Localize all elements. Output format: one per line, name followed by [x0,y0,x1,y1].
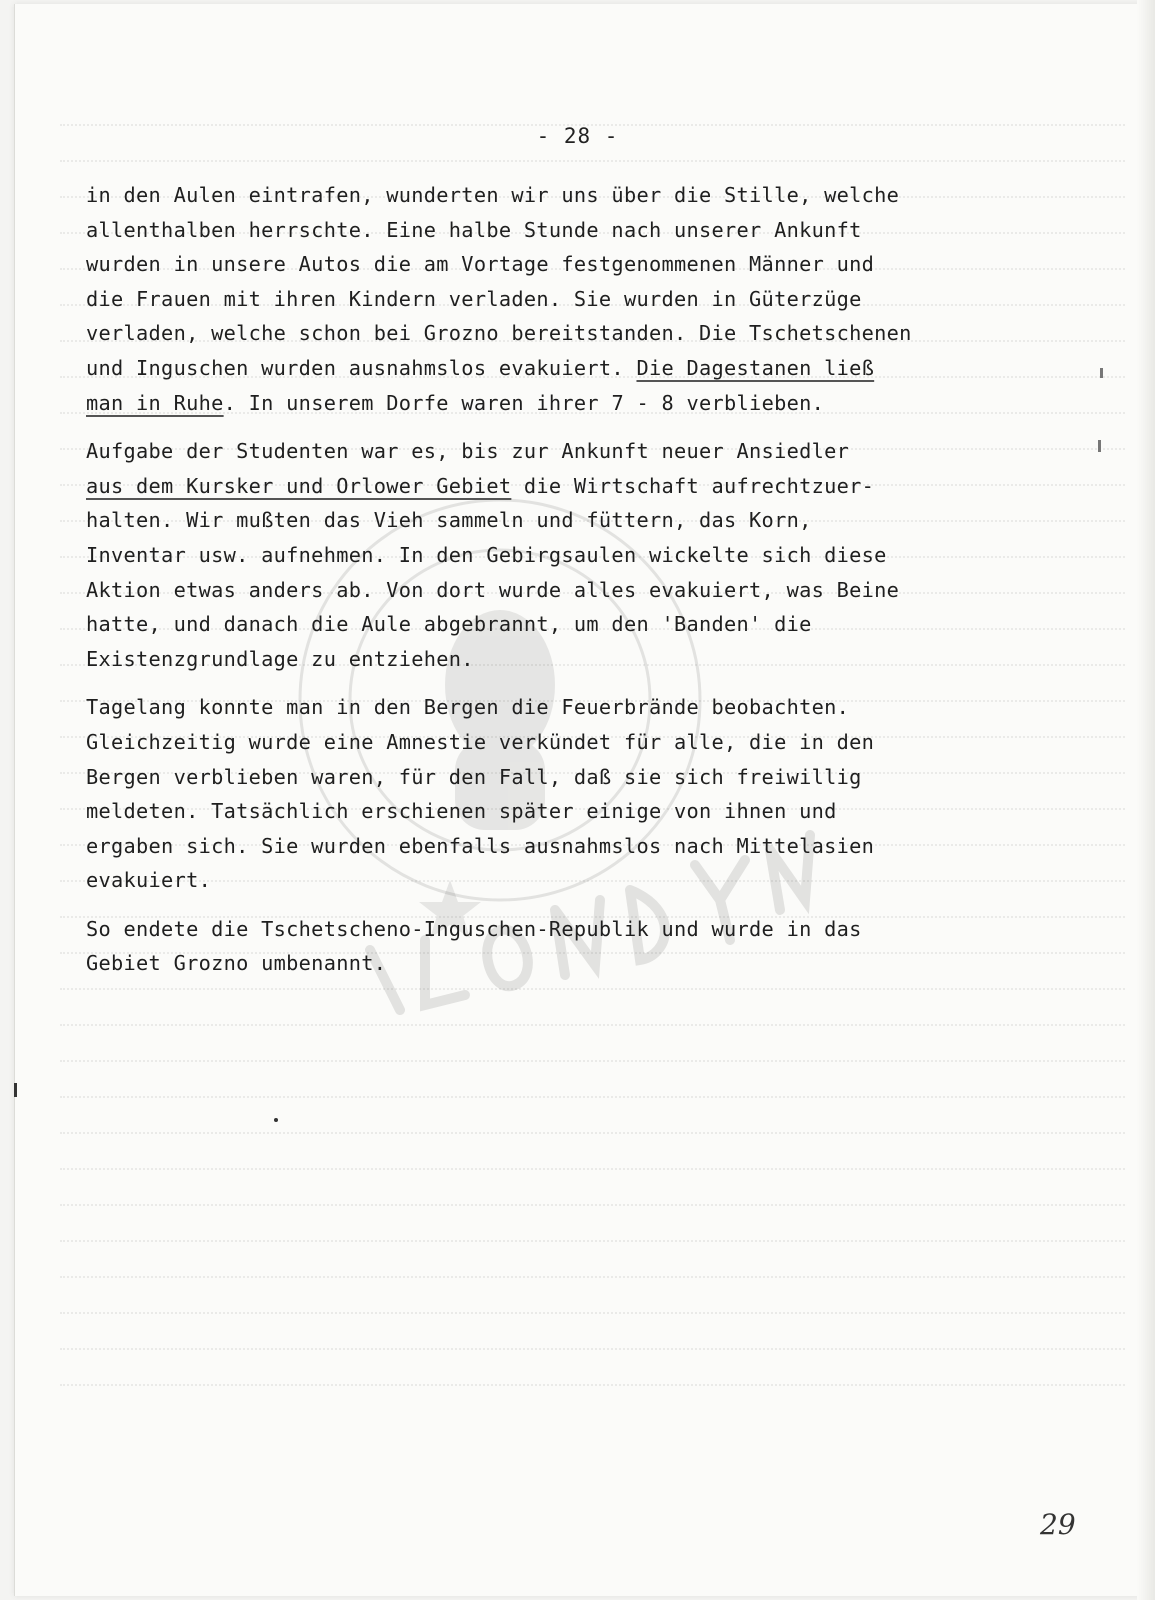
text-segment: . In unserem Dorfe waren ihrer 7 - 8 verblieben. [223,390,825,415]
text-line: Gleichzeitig wurde eine Amnestie verkündet für alle, die in den [86,729,875,754]
text-line: verladen, welche schon bei Grozno bereitstanden. Die Tschetschenen [86,321,912,346]
text-line [86,469,1016,504]
text-line: Aktion etwas anders ab. Von dort wurde alles evakuiert, was Beine [86,577,900,602]
text-line: Inventar usw. aufnehmen. In den Gebirgsaulen wickelte sich diese [86,542,887,567]
underlined-phrase: Die Dagestanen ließ [636,355,875,380]
document-body [86,178,1016,995]
text-line: allenthalben herrschte. Eine halbe Stunde nach unserer Ankunft [86,217,862,242]
paragraph-2 [86,434,1016,676]
text-line: Gebiet Grozno umbenannt. [86,951,387,976]
paragraph-4 [86,912,1016,981]
text-line: Existenzgrundlage zu entziehen. [86,646,474,671]
page-number: - 28 - [536,124,619,148]
underlined-phrase: man in Ruhe [86,390,224,415]
punch-mark [14,1083,17,1097]
underlined-phrase: aus dem Kursker und Orlower Gebiet [86,473,512,498]
text-line: halten. Wir mußten das Vieh sammeln und füttern, das Korn, [86,508,812,533]
text-line [86,351,1016,386]
text-line: So endete die Tschetscheno-Inguschen-Republik und wurde in das [86,916,862,941]
text-line: ergaben sich. Sie wurden ebenfalls ausnahmslos nach Mittelasien [86,833,875,858]
text-line: hatte, und danach die Aule abgebrannt, um den 'Banden' die [86,612,812,637]
text-line: Tagelang konnte man in den Bergen die Feuerbrände beobachten. [86,695,850,720]
punch-mark [1098,440,1101,452]
text-line: meldeten. Tatsächlich erschienen später einige von ihnen und [86,799,837,824]
page-edge-shadow [1137,0,1155,1600]
handwritten-folio-number: 29 [1040,1508,1076,1541]
text-line: Aufgabe der Studenten war es, bis zur Ankunft neuer Ansiedler [86,439,850,464]
paragraph-1 [86,178,1016,420]
stray-dot [274,1118,278,1122]
text-line: Bergen verblieben waren, für den Fall, daß sie sich freiwillig [86,764,862,789]
text-line: evakuiert. [86,868,212,893]
text-line [86,386,1016,421]
text-line: wurden in unsere Autos die am Vortage festgenommenen Männer und [86,252,875,277]
text-segment: die Wirtschaft aufrechtzuer- [511,473,875,498]
paragraph-3 [86,690,1016,898]
punch-mark [1100,368,1103,378]
text-line: in den Aulen eintrafen, wunderten wir uns über die Stille, welche [86,183,900,207]
text-segment: und Inguschen wurden ausnahmslos evakuiert. [86,355,637,380]
text-line: die Frauen mit ihren Kindern verladen. Sie wurden in Güterzüge [86,286,862,311]
